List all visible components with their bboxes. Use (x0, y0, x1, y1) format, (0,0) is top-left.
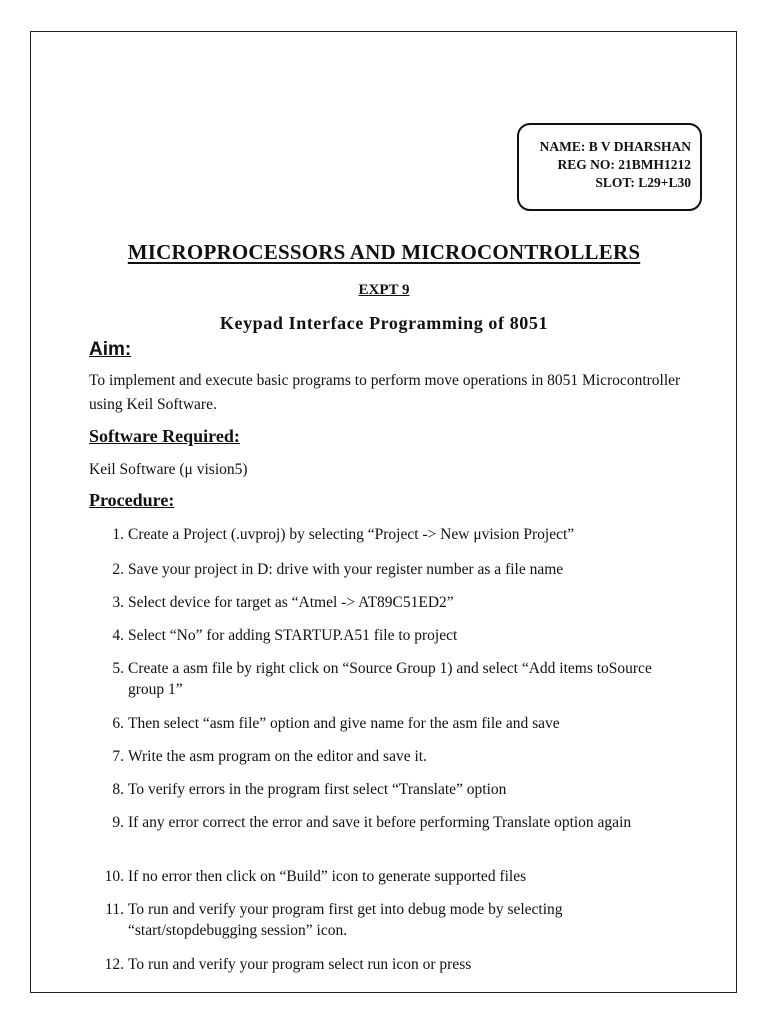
student-info-box (517, 123, 702, 211)
aim-heading: Aim: (89, 339, 132, 360)
software-text: Keil Software (μ vision5) (89, 461, 248, 478)
experiment-title: Keypad Interface Programming of 8051 (219, 313, 549, 333)
course-title: MICROPROCESSORS AND MICROCONTROLLERS (127, 240, 641, 264)
student-name: NAME: B V DHARSHAN (539, 139, 691, 154)
student-reg-no: REG NO: 21BMH1212 (557, 157, 691, 172)
student-slot: SLOT: L29+L30 (595, 175, 691, 190)
software-heading: Software Required: (89, 426, 240, 446)
procedure-heading: Procedure: (89, 490, 175, 510)
experiment-number: EXPT 9 (358, 282, 410, 298)
aim-text: To implement and execute basic programs to perform move operations in 8051 Microcontroller using Keil Software. (89, 372, 681, 413)
